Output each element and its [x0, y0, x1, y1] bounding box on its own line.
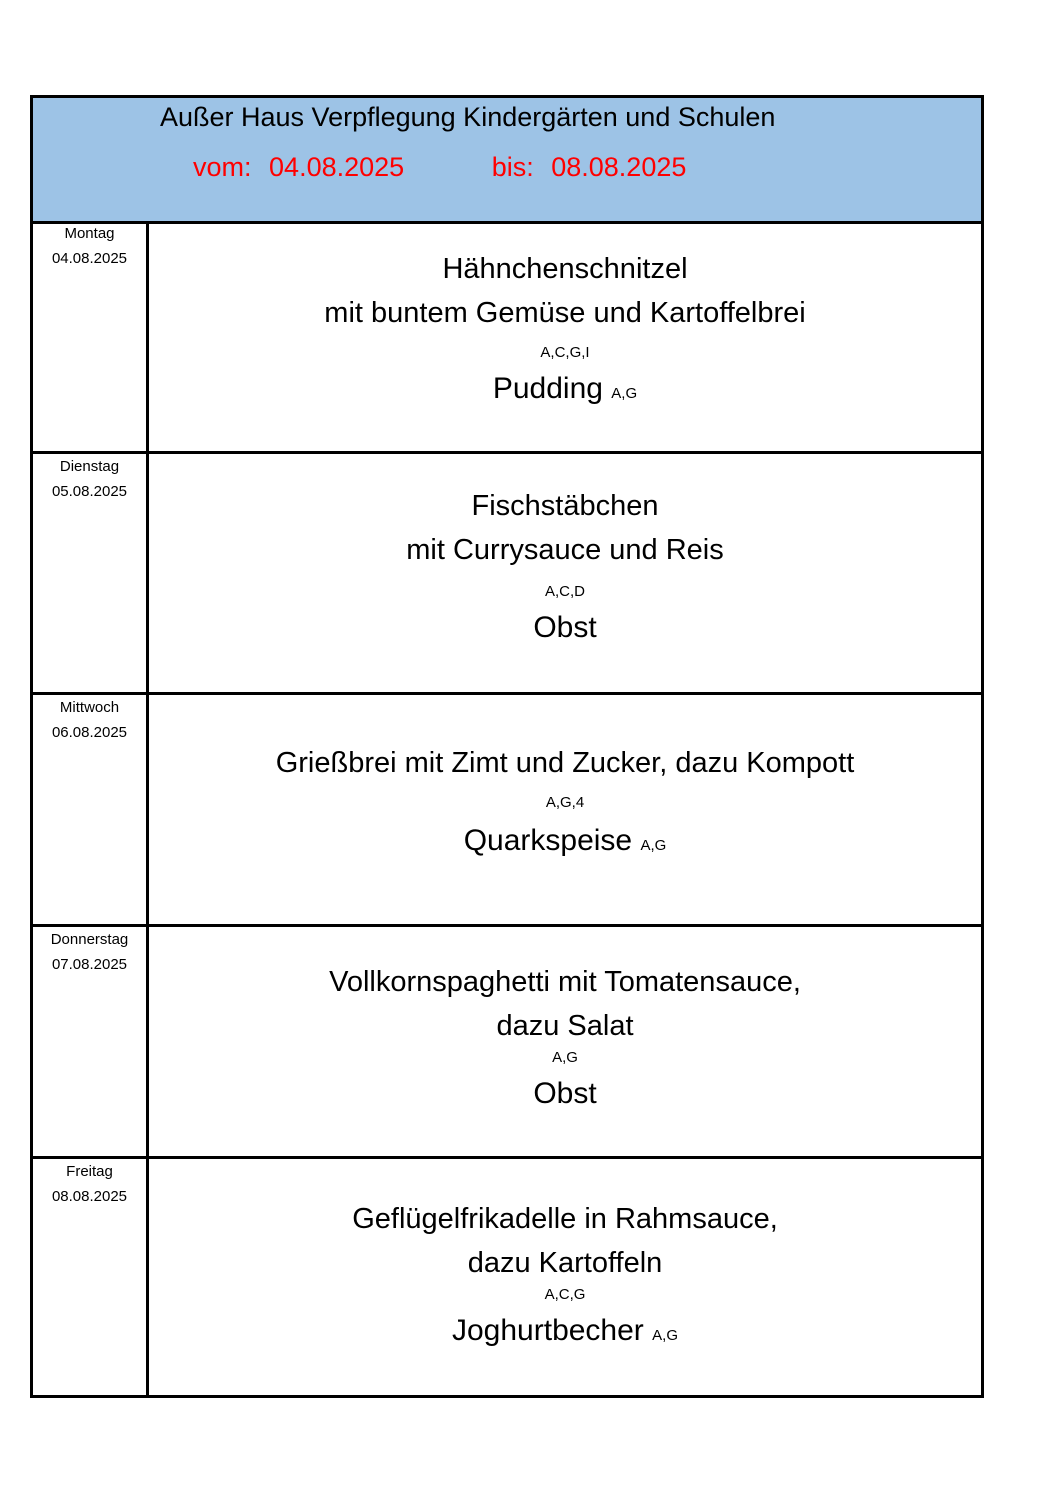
day-date: 06.08.2025: [51, 724, 128, 741]
day-cell: [33, 221, 149, 451]
dessert-name: Joghurtbecher: [452, 1314, 644, 1347]
day-cell: [33, 454, 149, 692]
meal-line-1: Vollkornspaghetti mit Tomatensauce,: [329, 966, 801, 998]
meal-allergens: A,G,4: [545, 794, 585, 811]
day-cell: [33, 695, 149, 924]
dessert-name: Pudding: [492, 372, 603, 405]
dessert: [149, 369, 981, 414]
weekday: Freitag: [66, 1163, 113, 1180]
meal-allergens: A,C,G,I: [540, 344, 590, 361]
meal-allergens: A,C,D: [544, 583, 585, 600]
menu-title: Außer Haus Verpflegung Kindergärten und Schulen: [160, 102, 776, 132]
day-row-thursday: [33, 927, 981, 1159]
meal-cell: [149, 927, 981, 1156]
dessert-allergens: A,G: [640, 837, 667, 854]
from-date: 04.08.2025: [269, 152, 405, 182]
meal-cell: [149, 454, 981, 692]
dessert: [149, 608, 981, 648]
meal-cell: [149, 221, 981, 451]
dessert-name: Obst: [533, 611, 597, 644]
day-date: 07.08.2025: [51, 956, 128, 973]
dessert: [149, 1311, 981, 1356]
meal-line-2: mit Currysauce und Reis: [406, 534, 724, 566]
weekday: Mittwoch: [59, 699, 120, 716]
date-range: [193, 152, 686, 183]
dessert-name: Obst: [533, 1077, 597, 1110]
to-label: bis:: [491, 152, 534, 182]
day-date: 05.08.2025: [51, 483, 128, 500]
day-row-monday: [33, 221, 981, 454]
meal-line-2: mit buntem Gemüse und Kartoffelbrei: [324, 297, 806, 329]
day-date: 08.08.2025: [51, 1188, 128, 1205]
menu-table: [30, 95, 984, 1398]
day-date: 04.08.2025: [51, 250, 128, 267]
dessert-name: Quarkspeise: [463, 824, 633, 857]
meal-cell: [149, 695, 981, 924]
meal-line-1: Hähnchenschnitzel: [442, 253, 688, 285]
day-row-wednesday: [33, 695, 981, 927]
to-date: 08.08.2025: [551, 152, 687, 182]
menu-header: [33, 98, 981, 224]
meal-line-1: Fischstäbchen: [471, 490, 659, 522]
meal-line-2: dazu Salat: [496, 1010, 634, 1042]
dessert-allergens: A,G: [652, 1327, 678, 1344]
meal-line-2: dazu Kartoffeln: [467, 1247, 663, 1279]
meal-allergens: A,C,G: [544, 1286, 586, 1303]
dessert: [149, 821, 981, 866]
day-row-tuesday: [33, 454, 981, 695]
weekday: Donnerstag: [50, 931, 129, 948]
from-label: vom:: [193, 152, 252, 182]
meal-allergens: A,G: [552, 1049, 578, 1066]
meal-cell: [149, 1159, 981, 1398]
meal-line-1: Geflügelfrikadelle in Rahmsauce,: [352, 1203, 778, 1235]
weekday: Dienstag: [59, 458, 120, 475]
day-cell: [33, 927, 149, 1156]
meal-line-1: Grießbrei mit Zimt und Zucker, dazu Kompott: [275, 747, 855, 779]
weekday: Montag: [64, 225, 115, 242]
day-cell: [33, 1159, 149, 1398]
dessert: [149, 1074, 981, 1114]
day-row-friday: [33, 1159, 981, 1398]
dessert-allergens: A,G: [611, 385, 638, 402]
